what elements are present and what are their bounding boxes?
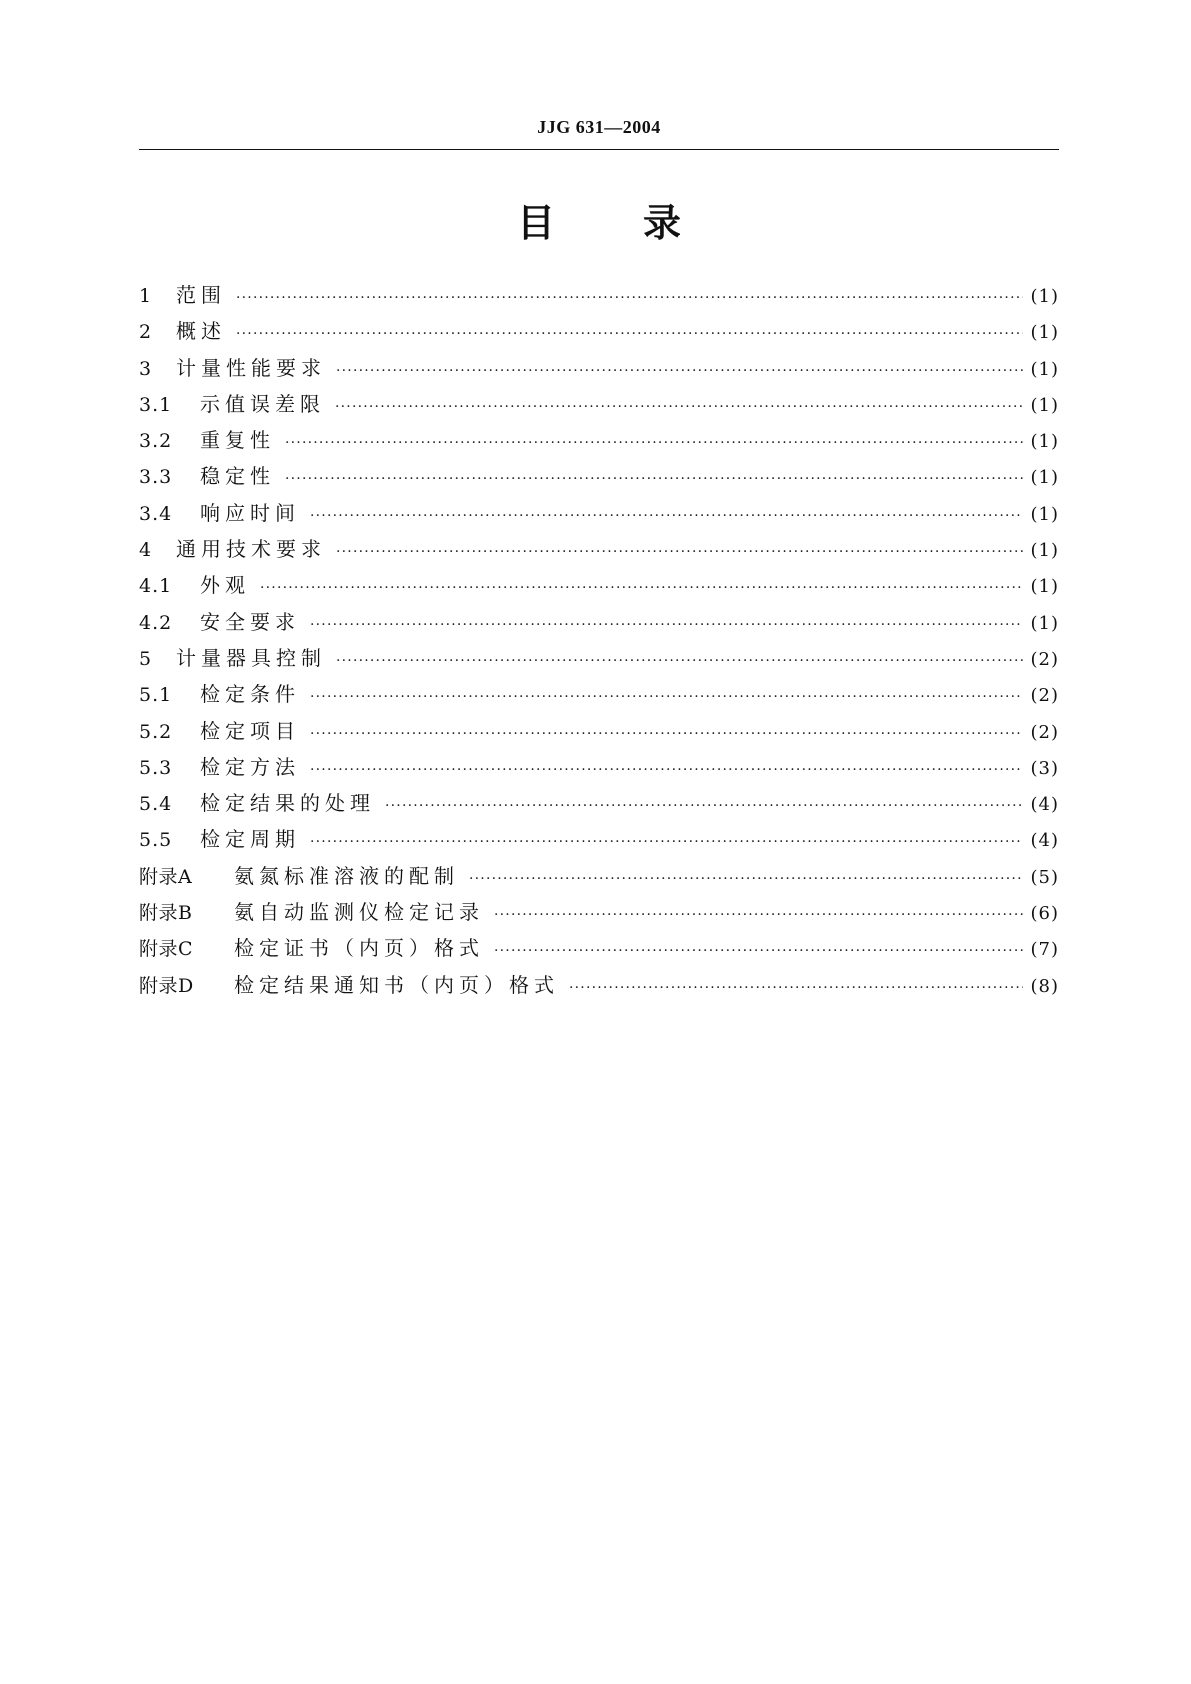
toc-entry[interactable] [139,894,1059,930]
toc-entry-page: (1) [1030,503,1059,525]
toc-entry[interactable] [139,749,1059,785]
toc-entry[interactable] [139,676,1059,712]
toc-entry-number: 4 [139,539,153,562]
toc-entry[interactable] [139,858,1059,894]
toc-entry-number: 5.1 [139,684,173,707]
toc-dot-leader [336,353,1023,389]
toc-entry-page: (8) [1030,975,1059,997]
toc-entry-number: 附录C [139,938,194,961]
toc-title-char-2: 录 [643,201,682,245]
toc-entry-page: (2) [1030,648,1059,670]
toc-dot-leader [310,716,1023,752]
toc-entry[interactable] [139,604,1059,640]
toc-entry-text: 通用技术要求 [176,537,326,562]
toc-dot-leader [336,534,1023,570]
toc-entry-text: 示值误差限 [200,391,325,416]
toc-dot-leader [310,824,1023,860]
toc-entry[interactable] [139,495,1059,531]
toc-dot-leader [336,643,1023,679]
toc-entry-number: 3.1 [139,393,173,416]
toc-entry-text: 计量性能要求 [176,355,326,380]
toc-entry-number: 2 [139,321,153,344]
toc-entry-number: 5.4 [139,793,173,816]
toc-entry-text: 计量器具控制 [176,645,326,670]
toc-dot-leader [310,498,1023,534]
toc-entry[interactable] [139,967,1059,1003]
toc-entry-number: 5.2 [139,720,173,743]
toc-entry-text: 氨自动监测仪检定记录 [234,900,484,925]
toc-title-char-1: 目 [516,201,555,245]
toc-dot-leader [236,280,1023,316]
toc-dot-leader [260,570,1023,606]
toc-entry-number: 3.2 [139,430,173,453]
toc-entry-number: 3.4 [139,502,173,525]
toc-entry-text: 重复性 [200,428,275,453]
toc-entry-page: (2) [1030,721,1059,743]
toc-entry[interactable] [139,350,1059,386]
toc-entry-page: (4) [1030,794,1059,816]
toc-entry-text: 检定周期 [200,827,300,852]
toc-dot-leader [469,861,1023,897]
toc-entry[interactable] [139,277,1059,313]
toc-dot-leader [285,461,1023,497]
toc-entry[interactable] [139,567,1059,603]
toc-entry-page: (1) [1030,612,1059,634]
toc-entry-number: 3 [139,357,153,380]
toc-entry-text: 稳定性 [200,464,275,489]
header-rule [139,149,1059,150]
toc-entry[interactable] [139,422,1059,458]
toc-entry-number: 附录A [139,865,193,888]
toc-dot-leader [385,788,1023,824]
toc-entry-number: 附录D [139,974,194,997]
toc-entry-page: (3) [1030,757,1059,779]
toc-entry[interactable] [139,930,1059,966]
toc-entry-number: 5 [139,647,153,670]
toc-entry[interactable] [139,713,1059,749]
toc-entry-page: (1) [1030,394,1059,416]
toc-title [139,198,1059,248]
toc-entry[interactable] [139,386,1059,422]
toc-entry-page: (1) [1030,467,1059,489]
toc-dot-leader [285,425,1023,461]
toc-entry[interactable] [139,458,1059,494]
toc-entry[interactable] [139,821,1059,857]
toc-entry-page: (5) [1030,866,1059,888]
toc-dot-leader [335,389,1023,425]
toc-entry-number: 1 [139,285,153,307]
toc-entry-text: 检定方法 [200,754,300,779]
toc-entry-number: 3.3 [139,466,173,489]
toc-entry-text: 检定结果的处理 [200,791,375,816]
toc-dot-leader [494,933,1023,969]
toc-entry[interactable] [139,785,1059,821]
toc-entry-text: 检定项目 [200,718,300,743]
toc-dot-leader [310,607,1023,643]
toc-entry-number: 5.5 [139,829,173,852]
toc-entry-page: (7) [1030,939,1059,961]
document-code-header: JJG 631—2004 [537,117,661,137]
toc-entry-page: (6) [1030,903,1059,925]
toc-entry-text: 安全要求 [200,609,300,634]
toc-entry-number: 附录B [139,902,193,925]
toc-entry-page: (1) [1030,540,1059,562]
toc-entry-text: 氨氮标准溶液的配制 [234,863,459,888]
toc-entry-page: (1) [1030,322,1059,344]
toc-entry[interactable] [139,640,1059,676]
toc-entry-text: 检定条件 [200,682,300,707]
toc-dot-leader [310,679,1023,715]
toc-entry-page: (1) [1030,286,1059,307]
toc-entry-text: 范围 [176,283,226,307]
table-of-contents [139,277,1059,1003]
toc-dot-leader [310,752,1023,788]
toc-entry-number: 4.1 [139,575,173,598]
toc-entry-text: 检定结果通知书（内页）格式 [234,972,559,997]
toc-entry-number: 4.2 [139,611,173,634]
toc-entry-text: 检定证书（内页）格式 [234,936,484,961]
toc-entry-page: (1) [1030,358,1059,380]
toc-entry[interactable] [139,531,1059,567]
toc-entry-text: 外观 [200,573,250,598]
toc-entry-text: 概述 [176,319,226,344]
toc-dot-leader [569,970,1023,1006]
toc-entry-page: (2) [1030,685,1059,707]
toc-entry-page: (4) [1030,830,1059,852]
toc-entry[interactable] [139,313,1059,349]
toc-entry-page: (1) [1030,431,1059,453]
toc-entry-number: 5.3 [139,756,173,779]
toc-entry-page: (1) [1030,576,1059,598]
toc-dot-leader [494,897,1023,933]
toc-dot-leader [236,316,1023,352]
toc-entry-text: 响应时间 [200,500,300,525]
